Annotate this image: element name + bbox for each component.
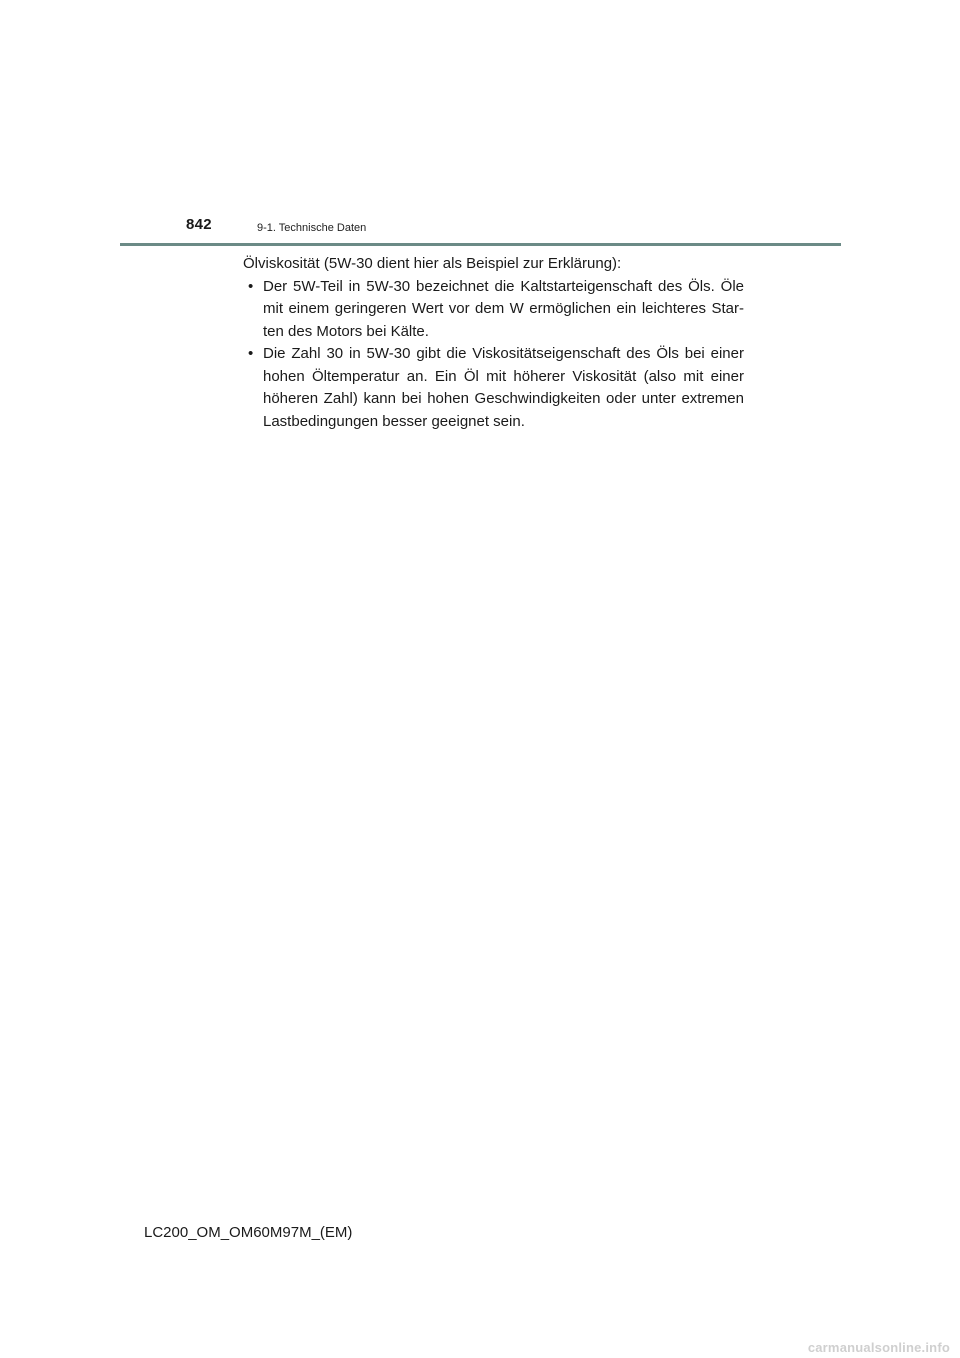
intro-paragraph: Ölviskosität (5W-30 dient hier als Beispiel zur Erklärung): [243,255,622,272]
list-item [243,343,744,433]
content-block [243,253,744,433]
list-item-text: Die Zahl 30 in 5W-30 gibt die Viskositätseigenschaft des Öls bei einer hohen Öltemperatur an. Ein Öl mit höherer Viskosität (also mit einer höheren Zahl) kann bei hohen Geschwindigkeiten oder unter extremen Lastbedingungen besser geeignet sein. [263,345,744,430]
page-number: 842 [186,216,212,233]
list-item-text: Der 5W-Teil in 5W-30 bezeichnet die Kaltstarteigenschaft des Öls. Öle mit einem geringeren Wert vor dem W ermöglichen ein leichteres Star-ten des Motors bei Kälte. [263,277,744,340]
watermark: carmanualsonline.info [807,1340,950,1355]
bullet-icon: • [248,277,254,295]
footer-doc-code: LC200_OM_OM60M97M_(EM) [144,1224,353,1241]
section-title: 9-1. Technische Daten [257,222,367,234]
list-item [243,276,744,344]
bullet-list [243,276,744,434]
header-rule [120,243,841,246]
bullet-icon: • [248,345,254,362]
